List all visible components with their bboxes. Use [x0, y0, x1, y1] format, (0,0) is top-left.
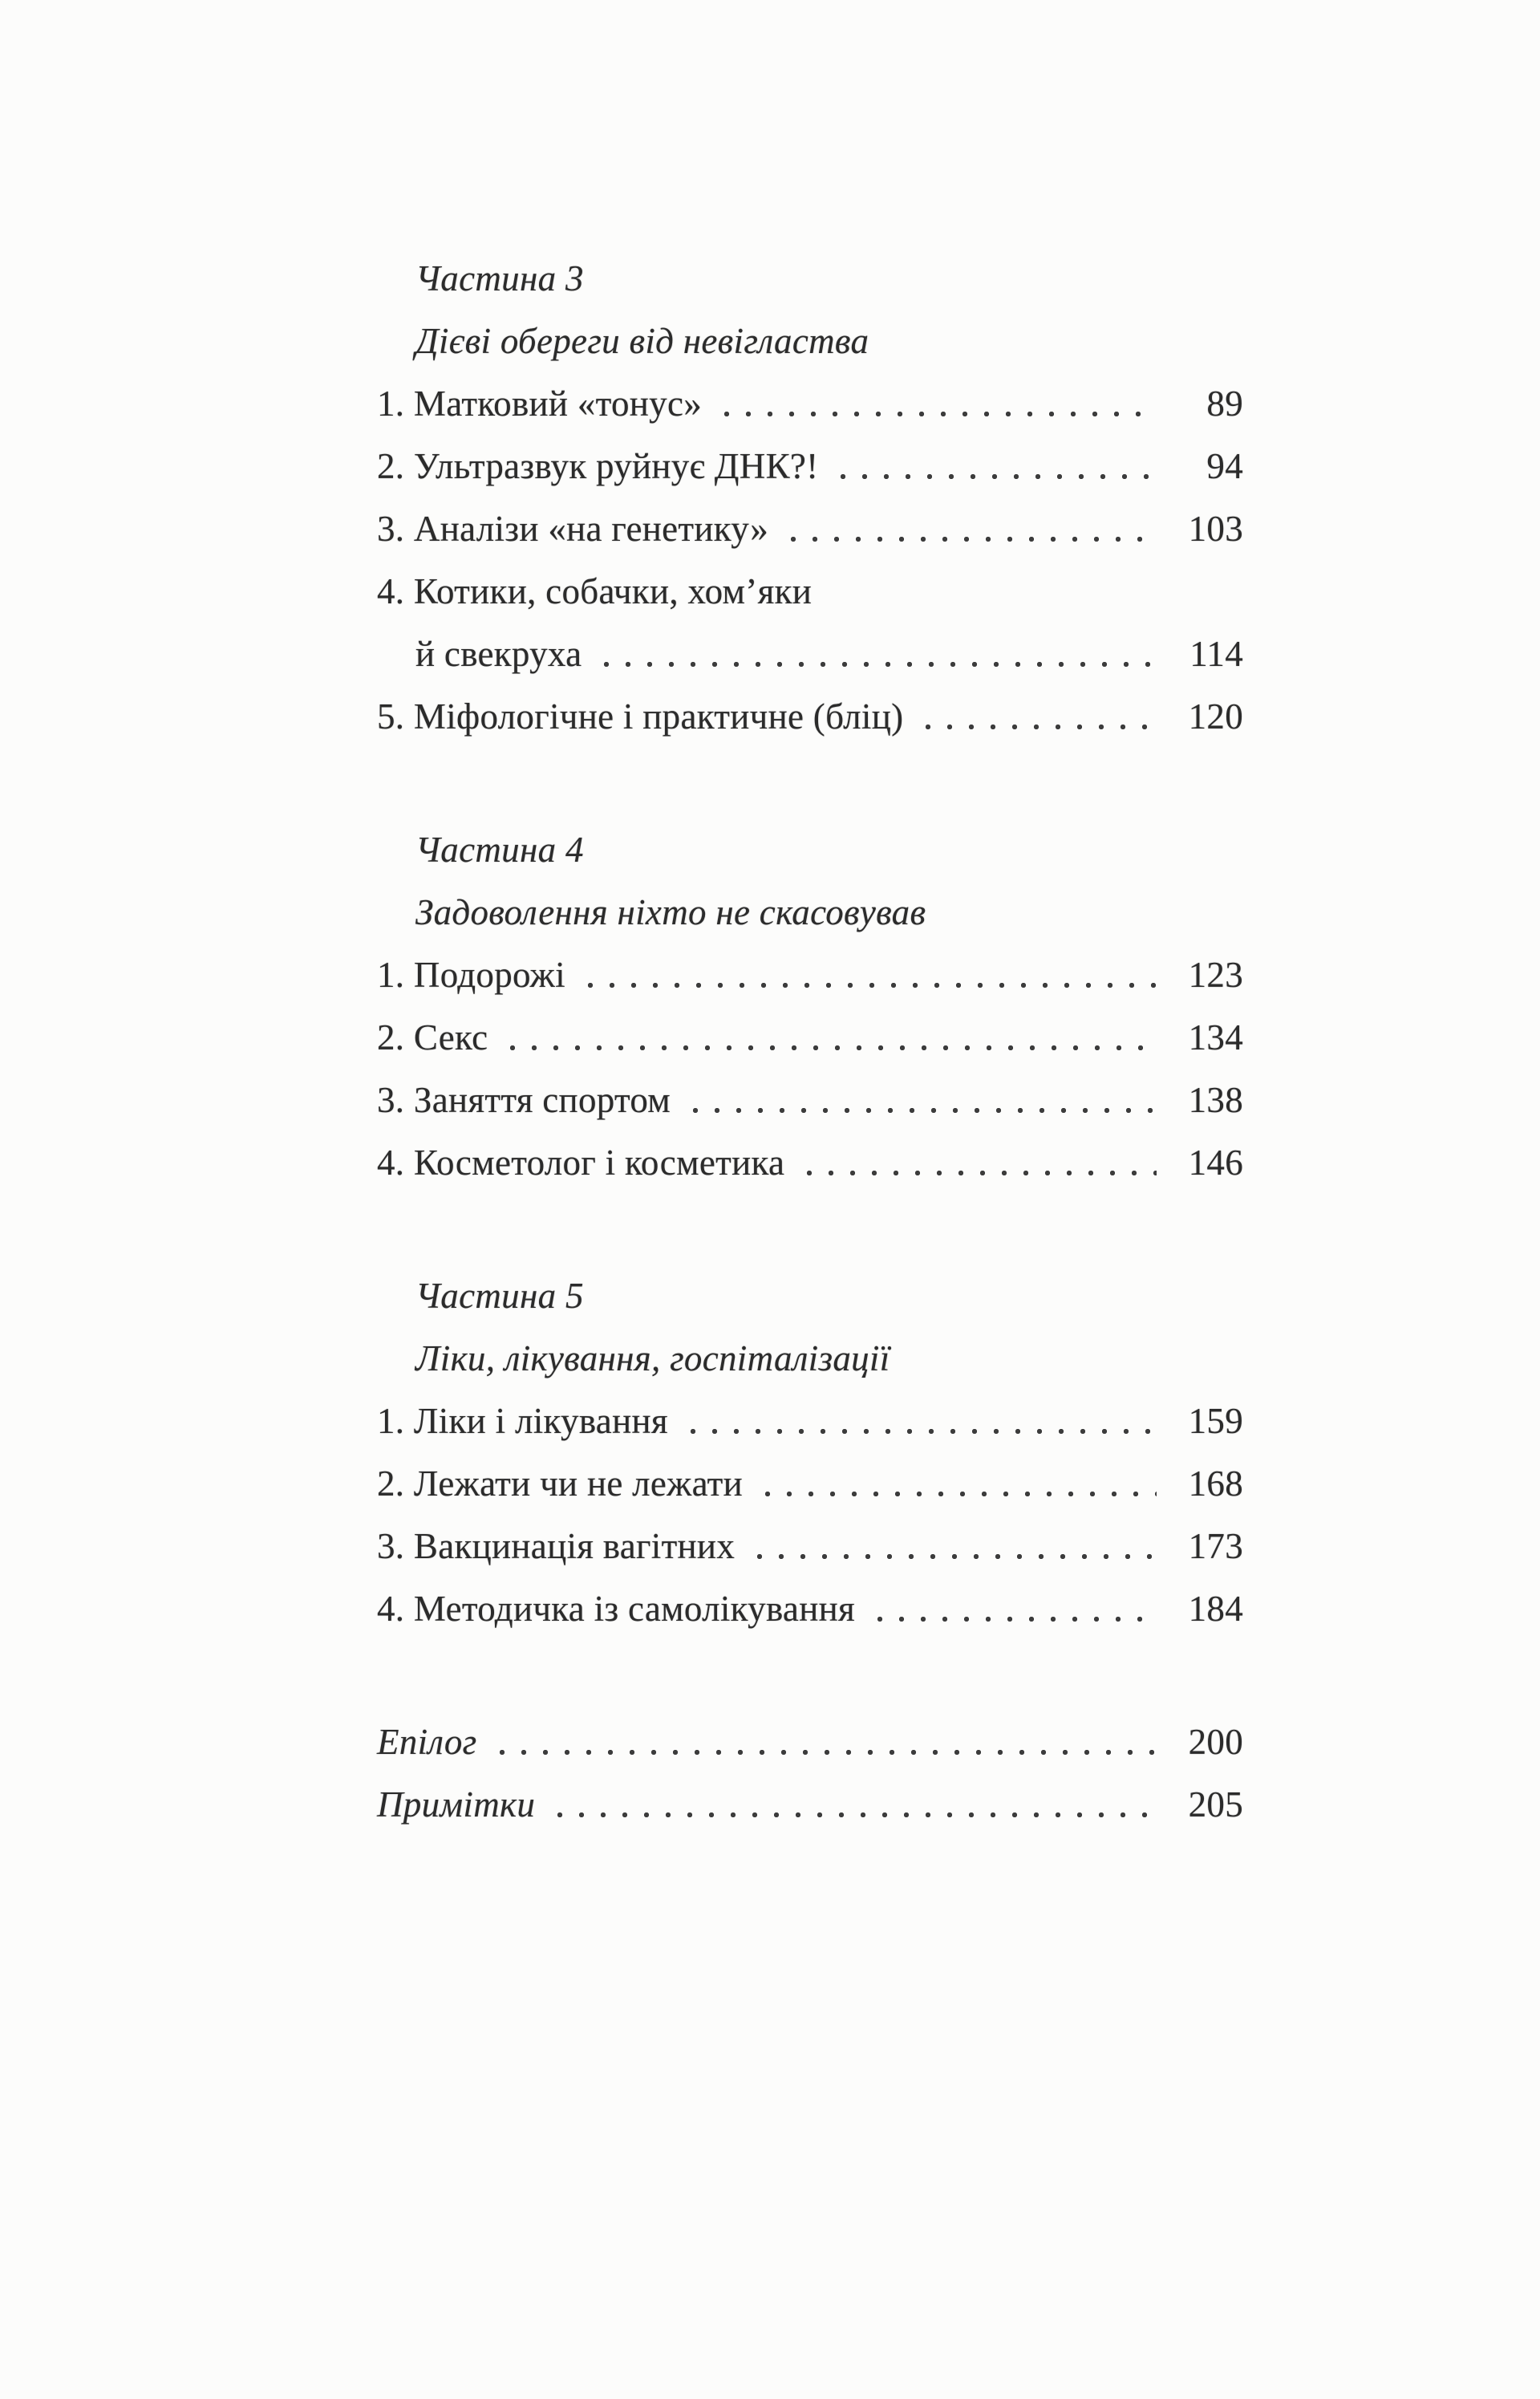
section-heading-text: Частина 4	[415, 830, 584, 870]
entry-label: 5. Міфологічне і практичне (бліц)	[377, 696, 904, 737]
entry-label: 2. Лежати чи не лежати	[377, 1463, 744, 1504]
entry-label: 2. Ультразвук руйнує ДНК?!	[377, 446, 819, 486]
section-heading	[377, 818, 1243, 881]
section-heading	[377, 247, 1243, 310]
toc-entry-line2	[377, 623, 1243, 685]
entry-label: Епілог	[377, 1722, 477, 1762]
entry-label-continuation: й свекруха	[415, 634, 582, 674]
dot-leader	[918, 685, 1157, 748]
dot-leader	[549, 1773, 1157, 1836]
entry-page-number: 134	[1188, 1017, 1243, 1057]
dot-leader	[783, 497, 1157, 560]
toc-entry	[377, 1069, 1243, 1131]
entry-page-number: 173	[1188, 1526, 1243, 1566]
toc-entry	[377, 372, 1243, 435]
section-spacer	[377, 1640, 1243, 1711]
dot-leader	[716, 372, 1157, 435]
toc-entry	[377, 1452, 1243, 1515]
entry-page-number: 205	[1188, 1784, 1243, 1825]
entry-page-number: 94	[1206, 446, 1243, 486]
toc-entry	[377, 435, 1243, 497]
dot-leader	[833, 435, 1157, 497]
entry-page-number: 120	[1188, 696, 1243, 737]
section-subtitle	[377, 310, 1243, 372]
toc-entry	[377, 685, 1243, 748]
toc-entry	[377, 1390, 1243, 1452]
section-subtitle-text: Ліки, лікування, госпіталізації	[415, 1338, 890, 1378]
dot-leader	[580, 944, 1157, 1006]
dot-leader	[502, 1006, 1157, 1069]
entry-page-number: 184	[1188, 1589, 1243, 1629]
toc-entry	[377, 1577, 1243, 1640]
dot-leader	[685, 1069, 1157, 1131]
entry-page-number: 168	[1188, 1463, 1243, 1504]
section-subtitle-text: Задоволення ніхто не скасовував	[415, 892, 926, 932]
section-spacer	[377, 748, 1243, 818]
toc-section-part5	[377, 1264, 1243, 1640]
toc-entry	[377, 497, 1243, 560]
section-heading-text: Частина 5	[415, 1276, 584, 1316]
toc-entry	[377, 1131, 1243, 1194]
entry-page-number: 114	[1189, 634, 1243, 674]
entry-page-number: 159	[1188, 1401, 1243, 1441]
entry-label: 4. Методичка із самолікування	[377, 1589, 855, 1629]
entry-label: 3. Вакцинація вагітних	[377, 1526, 736, 1566]
section-spacer	[377, 1194, 1243, 1264]
entry-page-number: 200	[1188, 1722, 1243, 1762]
entry-page-number: 146	[1188, 1143, 1243, 1183]
section-subtitle	[377, 1327, 1243, 1390]
table-of-contents	[377, 247, 1243, 1836]
section-subtitle	[377, 881, 1243, 944]
entry-label: 1. Матковий «тонус»	[377, 384, 703, 424]
entry-label: 3. Аналізи «на генетику»	[377, 509, 769, 549]
section-heading-text: Частина 3	[415, 258, 584, 298]
entry-label: 4. Котики, собачки, хом’яки	[377, 571, 813, 611]
entry-label: 1. Подорожі	[377, 955, 565, 995]
dot-leader	[596, 623, 1157, 685]
toc-entry-epilogue	[377, 1711, 1243, 1773]
dot-leader	[869, 1577, 1157, 1640]
entry-label: Примітки	[377, 1784, 536, 1825]
dot-leader	[683, 1390, 1157, 1452]
dot-leader	[799, 1131, 1157, 1194]
section-subtitle-text: Дієві обереги від невігластва	[415, 321, 869, 361]
toc-section-part4	[377, 818, 1243, 1194]
dot-leader	[757, 1452, 1157, 1515]
section-heading	[377, 1264, 1243, 1327]
dot-leader	[749, 1515, 1157, 1577]
entry-page-number: 103	[1188, 509, 1243, 549]
entry-label: 2. Секс	[377, 1017, 488, 1057]
entry-label: 1. Ліки і лікування	[377, 1401, 668, 1441]
entry-page-number: 123	[1188, 955, 1243, 995]
toc-entry-notes	[377, 1773, 1243, 1836]
toc-entry	[377, 1006, 1243, 1069]
toc-entry	[377, 1515, 1243, 1577]
toc-entry-line1	[377, 560, 1243, 623]
dot-leader	[492, 1711, 1157, 1773]
toc-entry	[377, 944, 1243, 1006]
entry-page-number: 138	[1188, 1080, 1243, 1120]
toc-section-part3	[377, 247, 1243, 748]
entry-page-number: 89	[1206, 384, 1243, 424]
entry-label: 4. Косметолог і косметика	[377, 1143, 785, 1183]
entry-label: 3. Заняття спортом	[377, 1080, 671, 1120]
